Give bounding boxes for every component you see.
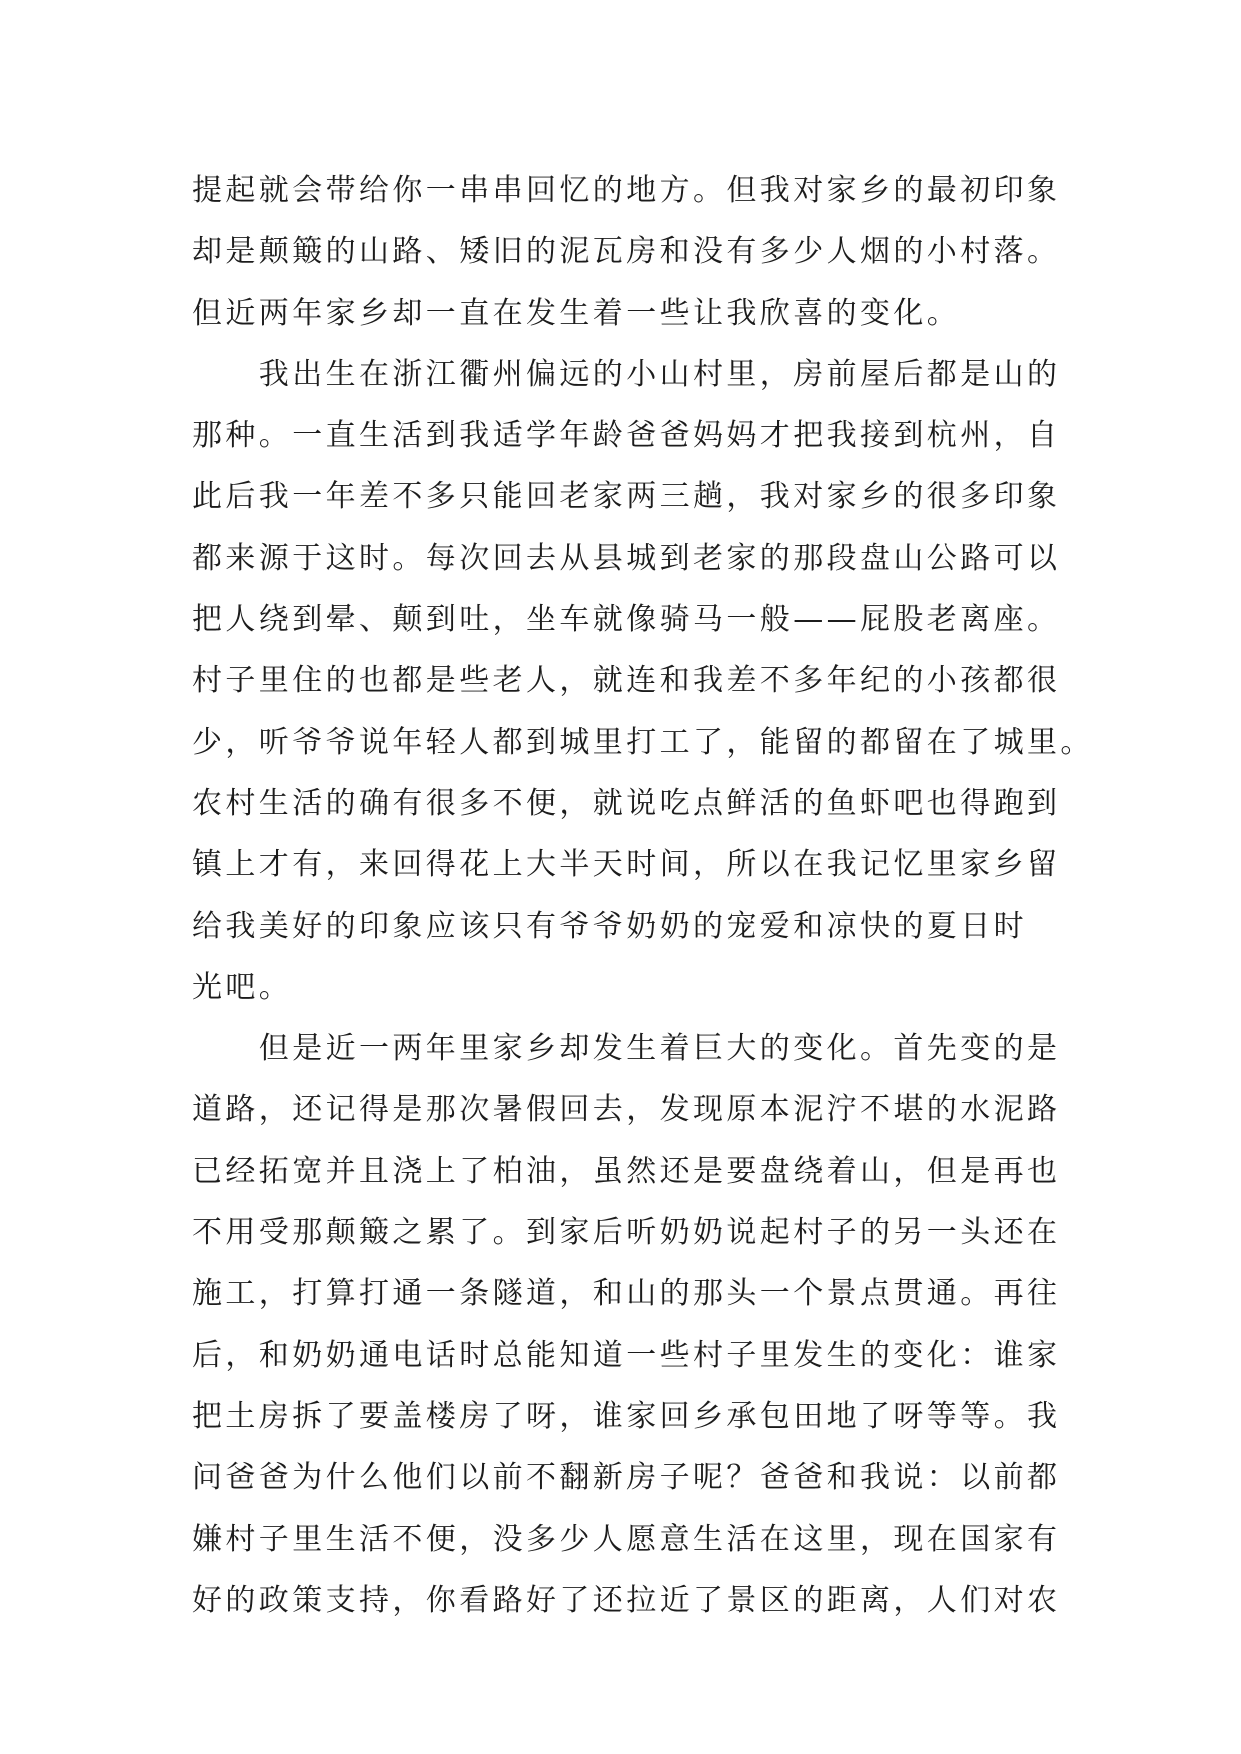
text-line: 此后我一年差不多只能回老家两三趟，我对家乡的很多印象 (192, 479, 1061, 515)
text-line: 少，听爷爷说年轻人都到城里打工了，能留的都留在了城里。 (192, 724, 1094, 760)
text-line: 后，和奶奶通电话时总能知道一些村子里发生的变化：谁家 (192, 1337, 1061, 1373)
text-line: 村子里住的也都是些老人，就连和我差不多年纪的小孩都很 (192, 663, 1061, 699)
text-line: 但近两年家乡却一直在发生着一些让我欣喜的变化。 (192, 295, 961, 331)
text-line: 已经拓宽并且浇上了柏油，虽然还是要盘绕着山，但是再也 (192, 1153, 1061, 1189)
text-line: 给我美好的印象应该只有爷爷奶奶的宠爱和凉快的夏日时 (192, 908, 1027, 944)
text-line: 问爸爸为什么他们以前不翻新房子呢？爸爸和我说：以前都 (192, 1460, 1061, 1496)
text-line: 但是近一两年里家乡却发生着巨大的变化。首先变的是 (192, 1031, 1061, 1067)
text-line: 那种。一直生活到我适学年龄爸爸妈妈才把我接到杭州，自 (192, 418, 1061, 454)
text-line: 却是颠簸的山路、矮旧的泥瓦房和没有多少人烟的小村落。 (192, 234, 1061, 270)
text-line: 都来源于这时。每次回去从县城到老家的那段盘山公路可以 (192, 540, 1061, 576)
text-line: 镇上才有，来回得花上大半天时间，所以在我记忆里家乡留 (192, 847, 1061, 883)
text-line: 好的政策支持，你看路好了还拉近了景区的距离，人们对农 (192, 1582, 1061, 1618)
text-line: 把人绕到晕、颠到吐，坐车就像骑马一般——屁股老离座。 (192, 602, 1061, 638)
text-line: 不用受那颠簸之累了。到家后听奶奶说起村子的另一头还在 (192, 1215, 1061, 1251)
text-line: 施工，打算打通一条隧道，和山的那头一个景点贯通。再往 (192, 1276, 1061, 1312)
text-line: 道路，还记得是那次暑假回去，发现原本泥泞不堪的水泥路 (192, 1092, 1061, 1128)
text-line: 把土房拆了要盖楼房了呀，谁家回乡承包田地了呀等等。我 (192, 1398, 1061, 1434)
text-line: 我出生在浙江衢州偏远的小山村里，房前屋后都是山的 (192, 356, 1061, 392)
text-line: 嫌村子里生活不便，没多少人愿意生活在这里，现在国家有 (192, 1521, 1061, 1557)
text-line: 光吧。 (192, 969, 293, 1005)
text-line: 提起就会带给你一串串回忆的地方。但我对家乡的最初印象 (192, 173, 1061, 208)
text-line: 农村生活的确有很多不便，就说吃点鲜活的鱼虾吧也得跑到 (192, 785, 1061, 821)
body-text (192, 160, 1094, 1631)
